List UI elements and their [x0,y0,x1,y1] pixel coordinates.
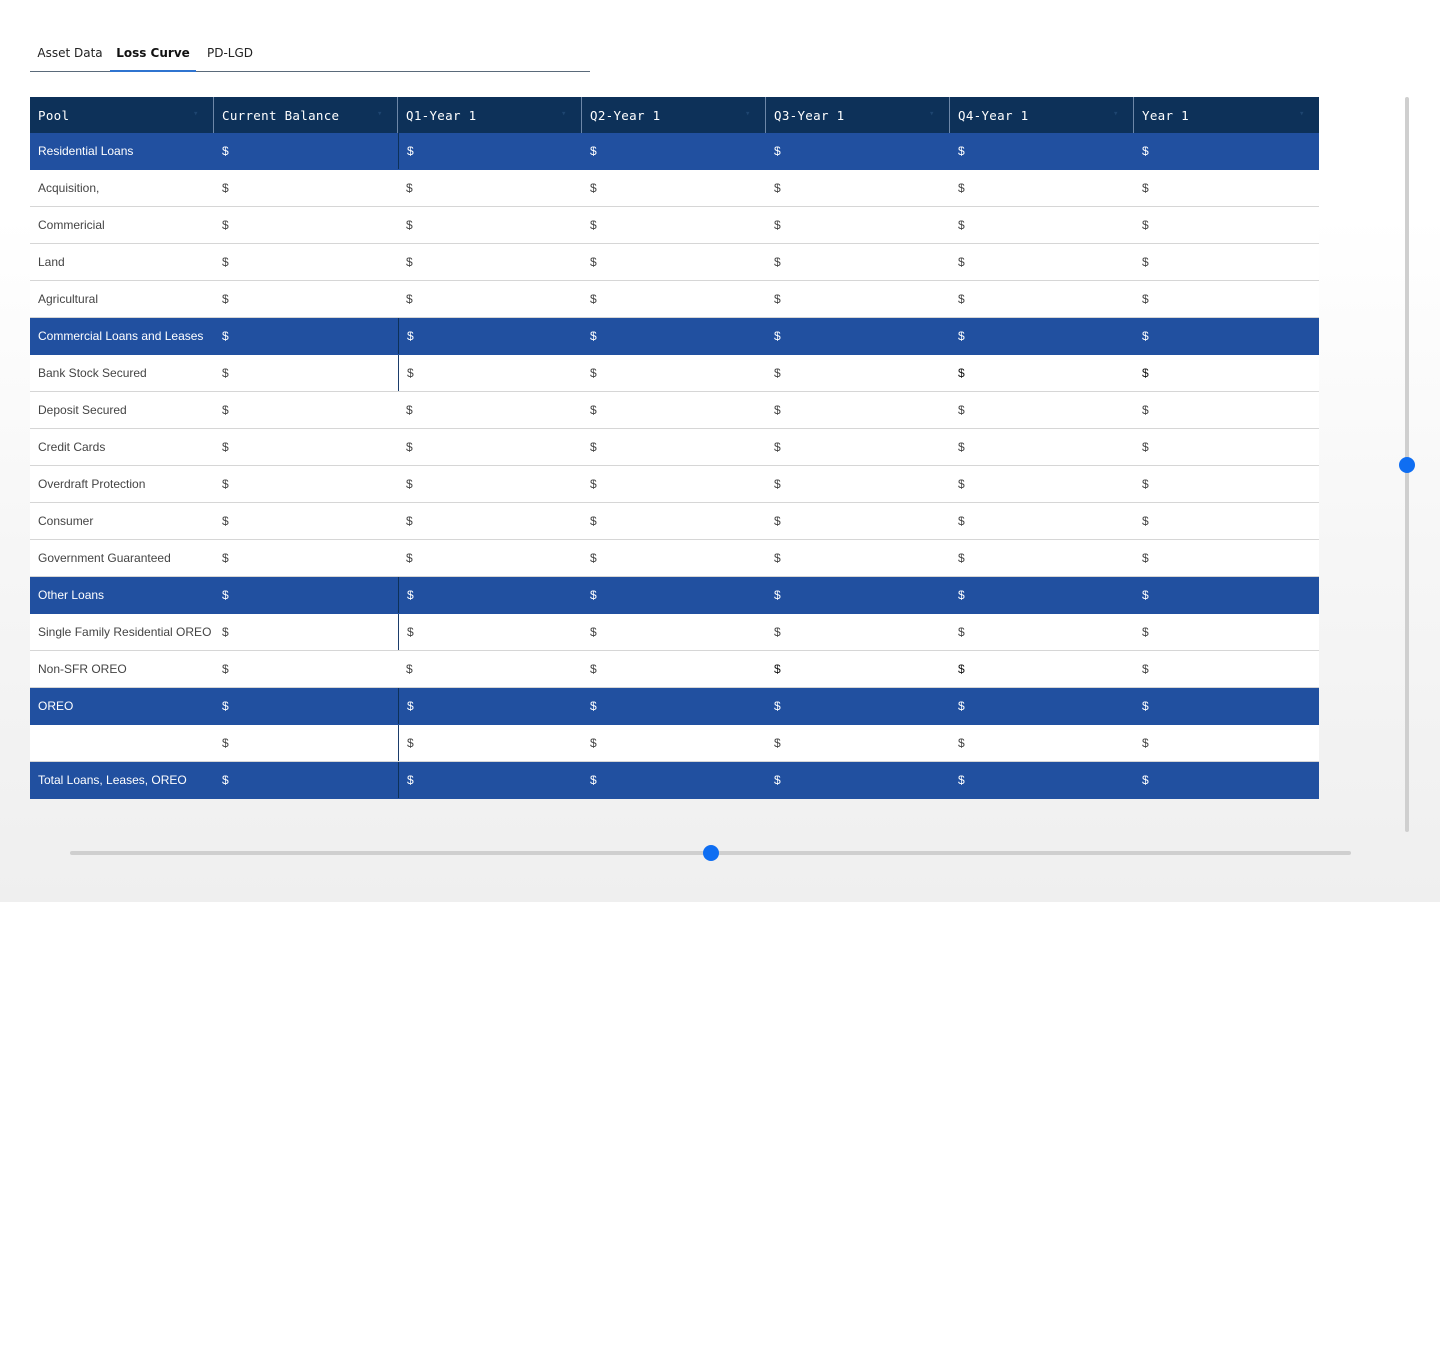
cell-q3-year-1[interactable]: $ [774,366,781,380]
column-menu-icon[interactable]: ▾ [1299,109,1305,119]
cell-year-1[interactable]: $ [1142,699,1149,713]
cell-pool[interactable] [30,725,214,761]
cell-q2-year-1[interactable]: $ [590,662,597,676]
column-header-q4-year-1[interactable] [950,97,1134,133]
cell-current-balance[interactable]: $ [222,181,229,195]
cell-q4-year-1[interactable]: $ [958,699,965,713]
cell-q1-year-1[interactable]: $ [406,662,413,676]
cell-q2-year-1[interactable]: $ [590,292,597,306]
cell-q1-year-1[interactable]: $ [398,725,582,761]
cell-year-1[interactable]: $ [1142,588,1149,602]
cell-year-1[interactable]: $ [1142,440,1149,454]
cell-q4-year-1[interactable]: $ [958,144,965,158]
cell-q1-year-1[interactable]: $ [398,762,582,798]
cell-pool[interactable]: Credit Cards [38,440,106,454]
cell-year-1[interactable]: $ [1142,514,1149,528]
cell-q4-year-1[interactable]: $ [958,662,965,676]
column-header-label: Q1-Year 1 [406,107,477,123]
table-row[interactable] [30,355,1319,392]
cell-q4-year-1[interactable]: $ [958,736,965,750]
cell-q3-year-1[interactable]: $ [774,514,781,528]
horizontal-scroll-thumb[interactable] [703,845,719,861]
cell-q1-year-1[interactable]: $ [398,577,582,613]
cell-q2-year-1[interactable]: $ [590,625,597,639]
cell-q3-year-1[interactable]: $ [774,662,781,676]
cell-q4-year-1[interactable]: $ [958,181,965,195]
cell-q1-year-1[interactable]: $ [406,181,413,195]
cell-q3-year-1[interactable]: $ [774,477,781,491]
cell-current-balance[interactable]: $ [222,255,229,269]
loss-curve-table [30,97,1319,799]
cell-year-1[interactable]: $ [1142,662,1149,676]
cell-q3-year-1[interactable]: $ [774,292,781,306]
cell-year-1[interactable]: $ [1142,736,1149,750]
cell-year-1[interactable]: $ [1142,144,1149,158]
cell-current-balance[interactable]: $ [222,329,229,343]
cell-q2-year-1[interactable]: $ [590,773,597,787]
cell-current-balance[interactable]: $ [222,440,229,454]
table-group-row[interactable] [30,318,1319,355]
cell-q1-year-1[interactable]: $ [398,318,582,354]
column-header-label: Q4-Year 1 [958,107,1029,123]
cell-q4-year-1[interactable]: $ [958,625,965,639]
cell-q3-year-1[interactable]: $ [774,773,781,787]
cell-pool[interactable]: Government Guaranteed [38,551,171,565]
column-header-q2-year-1[interactable] [582,97,766,133]
cell-q2-year-1[interactable]: $ [590,366,597,380]
cell-q4-year-1[interactable]: $ [958,551,965,565]
cell-q3-year-1[interactable]: $ [774,736,781,750]
cell-q1-year-1[interactable]: $ [406,403,413,417]
column-header-current-balance[interactable] [214,97,398,133]
cell-q2-year-1[interactable]: $ [590,588,597,602]
cell-q4-year-1[interactable]: $ [958,329,965,343]
cell-current-balance[interactable]: $ [222,699,229,713]
cell-year-1[interactable]: $ [1142,255,1149,269]
cell-q3-year-1[interactable]: $ [774,144,781,158]
column-header-label: Q2-Year 1 [590,107,661,123]
cell-q3-year-1[interactable]: $ [774,181,781,195]
column-menu-icon[interactable]: ▾ [929,109,935,119]
cell-q1-year-1[interactable]: $ [406,551,413,565]
cell-pool[interactable]: Overdraft Protection [38,477,146,491]
cell-q2-year-1[interactable]: $ [590,403,597,417]
tab-bar [30,34,590,72]
table-header-row [30,97,1319,133]
column-header-label: Q3-Year 1 [774,107,845,123]
cell-q1-year-1[interactable]: $ [406,255,413,269]
cell-q3-year-1[interactable]: $ [774,440,781,454]
table-group-row[interactable] [30,762,1319,799]
cell-q2-year-1[interactable]: $ [590,255,597,269]
cell-year-1[interactable]: $ [1142,403,1149,417]
vertical-scroll-thumb[interactable] [1399,457,1415,473]
cell-pool[interactable]: Agricultural [38,292,99,306]
cell-pool[interactable]: Commericial [38,218,105,232]
cell-q4-year-1[interactable]: $ [958,440,965,454]
cell-q4-year-1[interactable]: $ [958,366,965,380]
cell-current-balance[interactable]: $ [222,292,229,306]
cell-current-balance[interactable]: $ [222,662,229,676]
cell-q4-year-1[interactable]: $ [958,403,965,417]
cell-current-balance[interactable]: $ [222,366,229,380]
cell-q2-year-1[interactable]: $ [590,218,597,232]
table-row[interactable] [30,392,1319,429]
cell-q4-year-1[interactable]: $ [958,255,965,269]
cell-current-balance[interactable]: $ [222,551,229,565]
cell-year-1[interactable]: $ [1142,218,1149,232]
table-row[interactable] [30,503,1319,540]
cell-pool[interactable]: Acquisition, [38,181,100,195]
column-menu-icon[interactable]: ▾ [377,109,383,119]
cell-pool[interactable]: Bank Stock Secured [38,366,147,380]
cell-pool[interactable]: Residential Loans [38,144,134,158]
column-header-year-1[interactable] [1134,97,1319,133]
tab-pd-lgd[interactable]: PD-LGD [206,45,254,60]
cell-current-balance[interactable]: $ [222,477,229,491]
table-row[interactable] [30,281,1319,318]
cell-q1-year-1[interactable]: $ [398,614,582,650]
column-header-label: Current Balance [222,107,340,123]
table-group-row[interactable] [30,688,1319,725]
cell-current-balance[interactable]: $ [222,588,229,602]
column-menu-icon[interactable]: ▾ [1113,109,1119,119]
table-row[interactable] [30,429,1319,466]
cell-q1-year-1[interactable]: $ [398,133,582,169]
cell-pool[interactable]: Consumer [38,514,94,528]
table-row[interactable] [30,651,1319,688]
cell-q2-year-1[interactable]: $ [590,181,597,195]
cell-q3-year-1[interactable]: $ [774,699,781,713]
cell-current-balance[interactable]: $ [222,773,229,787]
cell-year-1[interactable]: $ [1142,329,1149,343]
column-menu-icon[interactable]: ▾ [561,109,567,119]
cell-q1-year-1[interactable]: $ [398,355,582,391]
cell-q3-year-1[interactable]: $ [774,255,781,269]
cell-current-balance[interactable]: $ [222,218,229,232]
cell-q3-year-1[interactable]: $ [774,551,781,565]
cell-current-balance[interactable]: $ [222,144,229,158]
cell-year-1[interactable]: $ [1142,773,1149,787]
cell-q1-year-1[interactable]: $ [398,688,582,724]
tab-loss-curve[interactable]: Loss Curve [110,34,196,71]
column-header-label: Pool [38,107,70,123]
cell-q4-year-1[interactable]: $ [958,588,965,602]
cell-q2-year-1[interactable]: $ [590,329,597,343]
column-menu-icon[interactable]: ▾ [193,109,199,119]
cell-q4-year-1[interactable]: $ [958,514,965,528]
cell-q3-year-1[interactable]: $ [774,329,781,343]
cell-q3-year-1[interactable]: $ [774,588,781,602]
cell-q2-year-1[interactable]: $ [590,477,597,491]
column-menu-icon[interactable]: ▾ [745,109,751,119]
table-group-row[interactable] [30,133,1319,170]
cell-q1-year-1[interactable]: $ [406,440,413,454]
cell-year-1[interactable]: $ [1142,292,1149,306]
cell-q4-year-1[interactable]: $ [958,773,965,787]
table-body [30,133,1319,799]
cell-year-1[interactable]: $ [1142,181,1149,195]
cell-q1-year-1[interactable]: $ [406,292,413,306]
cell-pool[interactable]: Deposit Secured [38,403,127,417]
cell-year-1[interactable]: $ [1142,477,1149,491]
cell-q4-year-1[interactable]: $ [958,218,965,232]
table-group-row[interactable] [30,577,1319,614]
cell-q2-year-1[interactable]: $ [590,551,597,565]
cell-q4-year-1[interactable]: $ [958,477,965,491]
cell-q2-year-1[interactable]: $ [590,514,597,528]
cell-pool[interactable]: Other Loans [38,588,105,602]
cell-q2-year-1[interactable]: $ [590,440,597,454]
table-row[interactable] [30,725,1319,762]
cell-pool[interactable]: OREO [38,699,74,713]
cell-q3-year-1[interactable]: $ [774,218,781,232]
table-row[interactable] [30,207,1319,244]
cell-q2-year-1[interactable]: $ [590,144,597,158]
cell-q3-year-1[interactable]: $ [774,625,781,639]
column-header-label: Year 1 [1142,107,1189,123]
table-row[interactable] [30,614,1319,651]
table-row[interactable] [30,170,1319,207]
column-header-q1-year-1[interactable] [398,97,582,133]
cell-current-balance[interactable]: $ [222,514,229,528]
column-header-q3-year-1[interactable] [766,97,950,133]
cell-pool[interactable]: Non-SFR OREO [38,662,127,676]
cell-pool[interactable]: Single Family Residential OREO [38,625,212,639]
cell-current-balance[interactable]: $ [222,403,229,417]
column-header-pool[interactable] [30,97,214,133]
cell-q1-year-1[interactable]: $ [406,514,413,528]
cell-pool[interactable]: Commercial Loans and Leases [38,329,204,343]
cell-q1-year-1[interactable]: $ [406,477,413,491]
cell-year-1[interactable]: $ [1142,366,1149,380]
cell-pool[interactable]: Land [38,255,65,269]
cell-current-balance[interactable]: $ [222,736,229,750]
cell-pool[interactable]: Total Loans, Leases, OREO [38,773,187,787]
cell-current-balance[interactable]: $ [222,625,229,639]
cell-q1-year-1[interactable]: $ [406,218,413,232]
cell-year-1[interactable]: $ [1142,625,1149,639]
cell-q4-year-1[interactable]: $ [958,292,965,306]
tab-asset-data[interactable]: Asset Data [37,45,103,60]
table-row[interactable] [30,540,1319,577]
cell-q2-year-1[interactable]: $ [590,699,597,713]
table-row[interactable] [30,244,1319,281]
table-row[interactable] [30,466,1319,503]
cell-q2-year-1[interactable]: $ [590,736,597,750]
cell-year-1[interactable]: $ [1142,551,1149,565]
cell-q3-year-1[interactable]: $ [774,403,781,417]
